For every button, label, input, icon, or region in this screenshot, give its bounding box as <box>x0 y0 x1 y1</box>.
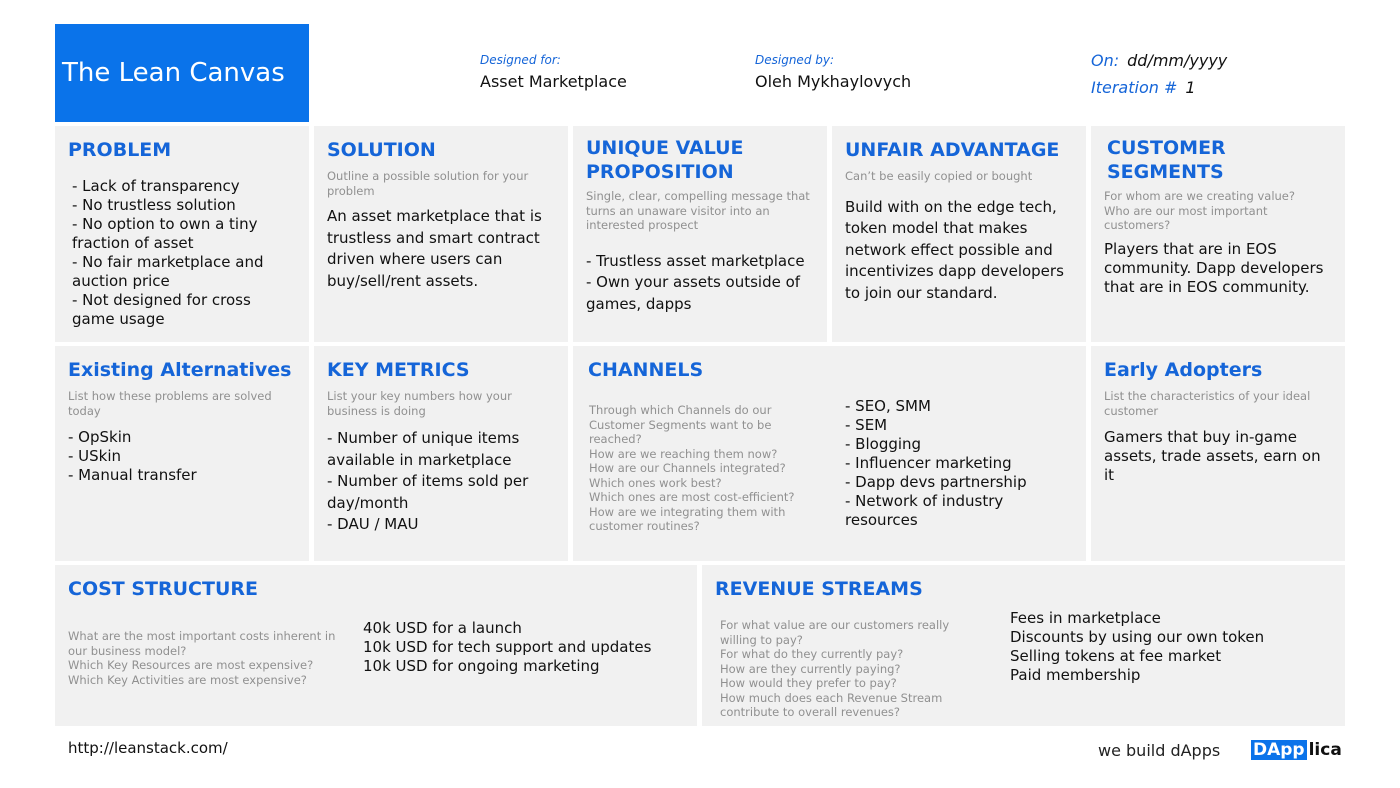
designed-for-value: Asset Marketplace <box>480 72 627 91</box>
existing-alternatives-subtitle: List how these problems are solved today <box>68 389 272 418</box>
uvp-heading: UNIQUE VALUE PROPOSITION <box>586 137 744 183</box>
cost-structure-heading: COST STRUCTURE <box>68 578 258 600</box>
revenue-streams-body: Fees in marketplace Discounts by using our own token Selling tokens at fee market Paid membership <box>1010 609 1265 684</box>
key-metrics-cell <box>314 346 568 561</box>
revenue-streams-cell <box>702 565 1345 726</box>
designed-by-label: Designed by: <box>755 53 835 67</box>
problem-heading: PROBLEM <box>68 139 172 161</box>
key-metrics-subtitle: List your key numbers how your business is doing <box>327 389 512 418</box>
solution-heading: SOLUTION <box>327 139 436 161</box>
uvp-cell <box>573 126 827 342</box>
revenue-streams-subtitle: For what value are our customers really willing to pay? For what do they currently pay? How are they currently paying? How would they prefer to pay? How much does each Revenue Stream contribute to overall revenues? <box>720 618 950 719</box>
early-adopters-subtitle: List the characteristics of your ideal customer <box>1104 389 1311 418</box>
customer-segments-subtitle: For whom are we creating value? Who are our most important customers? <box>1104 189 1295 232</box>
iteration-value: 1 <box>1185 78 1196 97</box>
date-value: dd/mm/yyyy <box>1127 51 1228 70</box>
unfair-advantage-body: Build with on the edge tech, token model that makes network effect possible and incentivizes dapp developers to join our standard. <box>845 197 1064 302</box>
existing-alternatives-heading: Existing Alternatives <box>68 359 292 381</box>
dapplica-logo <box>1251 740 1342 760</box>
solution-body: An asset marketplace that is trustless and smart contract driven where users can buy/sell/rent assets. <box>327 207 542 290</box>
problem-body: - Lack of transparency - No trustless solution - No option to own a tiny fraction of asset - No fair marketplace and auction price - Not designed for cross game usage <box>72 177 264 328</box>
designed-for-label: Designed for: <box>480 53 561 67</box>
date-field <box>1091 51 1227 70</box>
tagline: we build dApps <box>1098 741 1221 760</box>
key-metrics-body: - Number of unique items available in marketplace - Number of items sold per day/month - DAU / MAU <box>327 429 529 533</box>
channels-body: - SEO, SMM - SEM - Blogging - Influencer marketing - Dapp devs partnership - Network of industry resources <box>845 397 1027 529</box>
problem-cell <box>55 126 309 342</box>
iteration-label: Iteration # <box>1091 78 1178 97</box>
early-adopters-heading: Early Adopters <box>1104 359 1263 381</box>
cost-structure-cell <box>55 565 697 726</box>
key-metrics-heading: KEY METRICS <box>327 359 470 381</box>
early-adopters-cell <box>1091 346 1345 561</box>
early-adopters-body: Gamers that buy in-game assets, trade assets, earn on it <box>1104 428 1321 484</box>
revenue-streams-heading: REVENUE STREAMS <box>715 578 923 600</box>
iteration-field <box>1091 78 1196 97</box>
cost-structure-subtitle: What are the most important costs inherent in our business model? Which Key Resources are most expensive? Which Key Activities are most expensive? <box>68 629 336 687</box>
uvp-body: - Trustless asset marketplace - Own your assets outside of games, dapps <box>586 251 805 313</box>
existing-alternatives-body: - OpSkin - USkin - Manual transfer <box>68 428 197 484</box>
customer-segments-heading: CUSTOMER SEGMENTS <box>1107 137 1226 183</box>
solution-cell <box>314 126 568 342</box>
unfair-advantage-heading: UNFAIR ADVANTAGE <box>845 139 1060 161</box>
logo-part-1: DApp <box>1253 740 1305 760</box>
cost-structure-body: 40k USD for a launch 10k USD for tech support and updates 10k USD for ongoing marketing <box>363 619 652 675</box>
uvp-subtitle: Single, clear, compelling message that turns an unaware visitor into an interested prospect <box>586 189 810 232</box>
channels-subtitle: Through which Channels do our Customer Segments want to be reached? How are we reaching them now? How are our Channels integrated? Which ones work best? Which ones are most cost-efficient? How are we integrating them with customer routines? <box>589 403 795 533</box>
canvas-title: The Lean Canvas <box>55 24 309 122</box>
channels-heading: CHANNELS <box>588 359 704 381</box>
customer-segments-body: Players that are in EOS community. Dapp developers that are in EOS community. <box>1104 239 1324 296</box>
customer-segments-cell <box>1091 126 1345 342</box>
date-label: On: <box>1091 51 1120 70</box>
existing-alternatives-cell <box>55 346 309 561</box>
designed-by-value: Oleh Mykhaylovych <box>755 72 912 91</box>
unfair-advantage-cell <box>832 126 1086 342</box>
solution-subtitle: Outline a possible solution for your problem <box>327 169 529 198</box>
unfair-advantage-subtitle: Can’t be easily copied or bought <box>845 169 1033 183</box>
logo-part-2: lica <box>1308 740 1342 760</box>
source-link[interactable]: http://leanstack.com/ <box>68 739 228 757</box>
channels-cell <box>573 346 1086 561</box>
